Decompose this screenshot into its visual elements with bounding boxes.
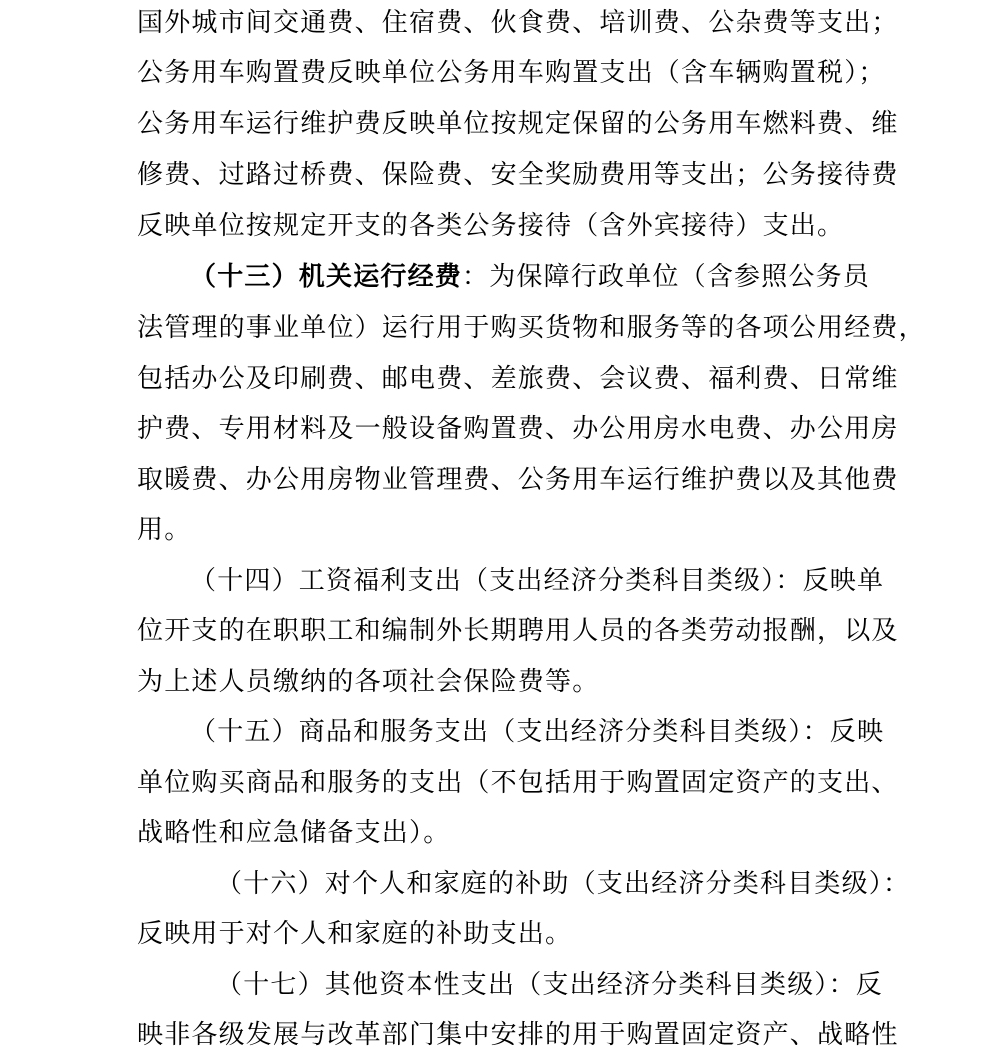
text-line-6 [190,262,870,292]
text-line-19: 反映用于对个人和家庭的补助支出。 [137,919,573,949]
text-line-8: 包括办公及印刷费、邮电费、差旅费、会议费、福利费、日常维 [137,364,899,394]
text-line-10: 取暖费、办公用房物业管理费、公务用车运行维护费以及其他费 [137,465,899,495]
text-line-13: 位开支的在职职工和编制外长期聘用人员的各类劳动报酬，以及 [137,616,899,646]
text-line-3: 公务用车运行维护费反映单位按规定保留的公务用车燃料费、维 [137,109,899,139]
text-line-16: 单位购买商品和服务的支出（不包括用于购置固定资产的支出、 [137,768,899,798]
text-line-18: （十六）对个人和家庭的补助（支出经济分类科目类级）： [216,869,911,899]
text-line-11: 用。 [137,515,192,545]
section-text-13: ：为保障行政单位（含参照公务员 [462,262,871,292]
text-line-7: 法管理的事业单位）运行用于购买货物和服务等的各项公用经费， [137,313,926,343]
text-line-20: （十七）其他资本性支出（支出经济分类科目类级）：反 [216,970,884,1000]
text-line-15: （十五）商品和服务支出（支出经济分类科目类级）：反映 [190,717,885,747]
text-line-4: 修费、过路过桥费、保险费、安全奖励费用等支出；公务接待费 [137,160,899,190]
text-line-12: （十四）工资福利支出（支出经济分类科目类级）：反映单 [190,566,885,596]
text-line-14: 为上述人员缴纳的各项社会保险费等。 [137,667,600,697]
text-line-2: 公务用车购置费反映单位公务用车购置支出（含车辆购置税）； [137,58,886,88]
text-line-5: 反映单位按规定开支的各类公务接待（含外宾接待）支出。 [137,211,845,241]
section-heading-13: （十三）机关运行经费 [190,262,463,292]
text-line-1: 国外城市间交通费、住宿费、伙食费、培训费、公杂费等支出； [137,8,899,38]
text-line-17: 战略性和应急储备支出）。 [137,818,451,848]
text-line-21: 映非各级发展与改革部门集中安排的用于购置固定资产、战略性 [137,1020,899,1050]
text-line-9: 护费、专用材料及一般设备购置费、办公用房水电费、办公用房 [137,414,899,444]
